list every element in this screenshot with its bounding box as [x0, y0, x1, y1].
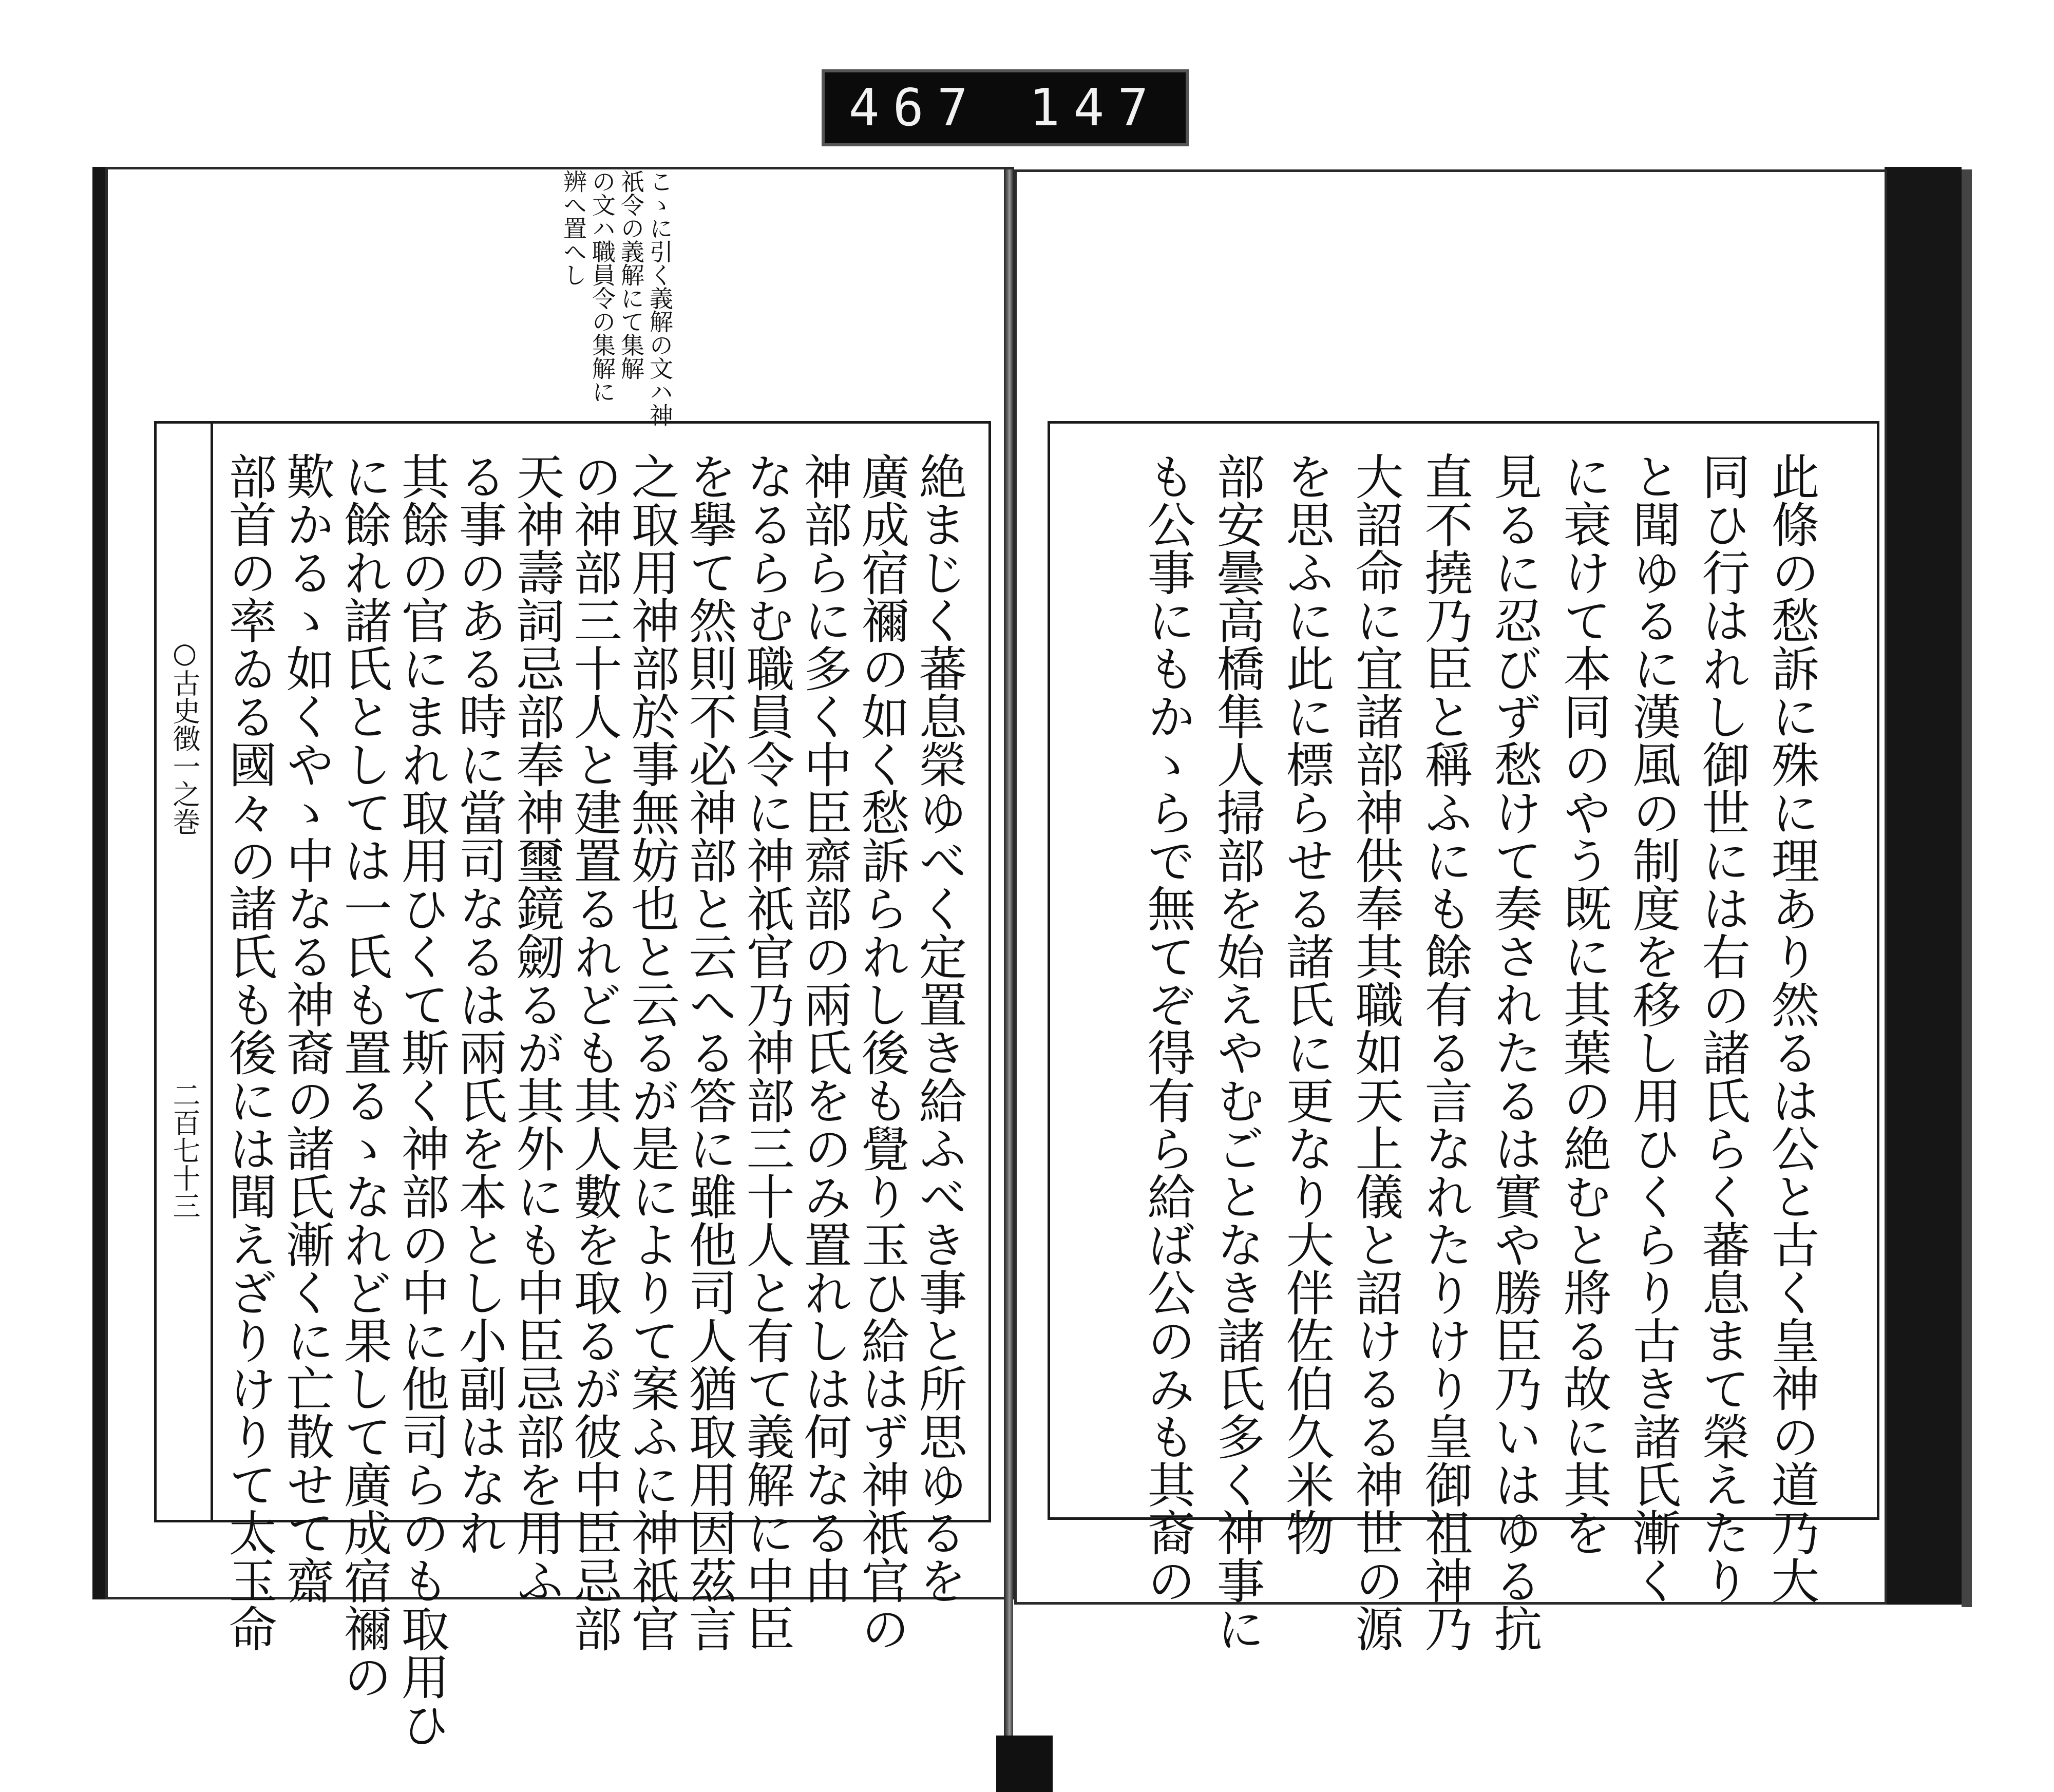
text-column: に衰けて本同のやう既に其葉の絶むと將る故に其を — [1555, 452, 1611, 1556]
text-column: 同ひ行はれし御世には右の諸氏らく蕃息まて榮えたり — [1694, 452, 1749, 1604]
text-column: 絶まじく蕃息榮ゆべく定置き給ふべき事と所思ゆるを — [910, 452, 966, 1604]
text-column: 其餘の官にまれ取用ひくて斯く神部の中に他司らのも取用ひ — [393, 452, 449, 1748]
scan-label — [822, 69, 1189, 146]
binding-shadow — [996, 1736, 1053, 1792]
text-column: 廣成宿禰の如く愁訴られし後も覺り玉ひ給はず神祇官の — [853, 452, 909, 1652]
text-column: と聞ゆるに漢風の制度を移し用ひくらり古き諸氏漸く — [1624, 452, 1680, 1604]
top-note-line: の文ハ職員令の集解に — [588, 169, 616, 403]
text-column: 之取用神部於事無妨也と云るが是によりて案ふに神祇官 — [623, 452, 679, 1652]
book-gutter — [1004, 169, 1013, 1792]
text-column: の神部三十人と建置るれども其人數を取るが彼中臣忌部 — [565, 452, 621, 1652]
text-column: る事のある時に當司なるは兩氏を本とし小副はなれ — [450, 452, 506, 1556]
book-title: ○古史徴一之巻 — [168, 637, 201, 835]
label-left-number: 467 — [848, 78, 982, 138]
text-column: 此條の愁訴に殊に理あり然るは公と古く皇神の道乃大 — [1763, 452, 1819, 1604]
right-board-edge — [1962, 169, 1972, 1607]
text-column: 大詔命に宜諸部神供奉其職如天上儀と詔けるる神世の源 — [1347, 452, 1403, 1652]
text-column: に餘れ諸氏としては一氏も置るゝなれど果して廣成宿禰の — [335, 452, 391, 1700]
text-column: を擧て然則不必神部と云へる答に雖他司人猶取用因茲言 — [680, 452, 736, 1652]
top-note-line: 辨へ置へし — [560, 169, 587, 287]
text-column: も公事にもかゝらで無てぞ得有ら給ば公のみも其裔の — [1139, 452, 1195, 1604]
page-number: 二百七十三 — [168, 1081, 201, 1219]
text-column: を思ふに此に標らせる諸氏に更なり大伴佐伯久米物 — [1278, 452, 1334, 1556]
text-column: 部安曇高橋隼人掃部を始えやむごとなき諸氏多く神事に — [1208, 452, 1264, 1652]
right-page-edges — [1885, 167, 1962, 1605]
top-note-line: こゝに引く義解の文ハ神 — [646, 169, 674, 427]
text-column: 直不撓乃臣と稱ふにも餘有る言なれたりけり皇御祖神乃 — [1416, 452, 1472, 1652]
top-note-line: 祇令の義解にて集解 — [617, 169, 645, 380]
text-column: 天神壽詞忌部奉神璽鏡劒るが其外にも中臣忌部を用ふ — [508, 452, 564, 1604]
label-right-number: 147 — [1029, 78, 1162, 138]
text-column: 歎かるゝ如くやゝ中なる神裔の諸氏漸くに亡散せて齋 — [278, 452, 334, 1604]
text-column: 神部らに多く中臣齋部の兩氏をのみ置れしは何なる由 — [795, 452, 851, 1604]
text-column: 部首の率ゐる國々の諸氏も後には聞えざりけりて太玉命 — [220, 452, 276, 1652]
left-footer-rule — [211, 424, 213, 1520]
text-column: 見るに忍びず愁けて奏されたるは實や勝臣乃いはゆる抗 — [1486, 452, 1542, 1652]
text-column: なるらむ職員令に神祇官乃神部三十人と有て義解に中臣 — [738, 452, 794, 1652]
